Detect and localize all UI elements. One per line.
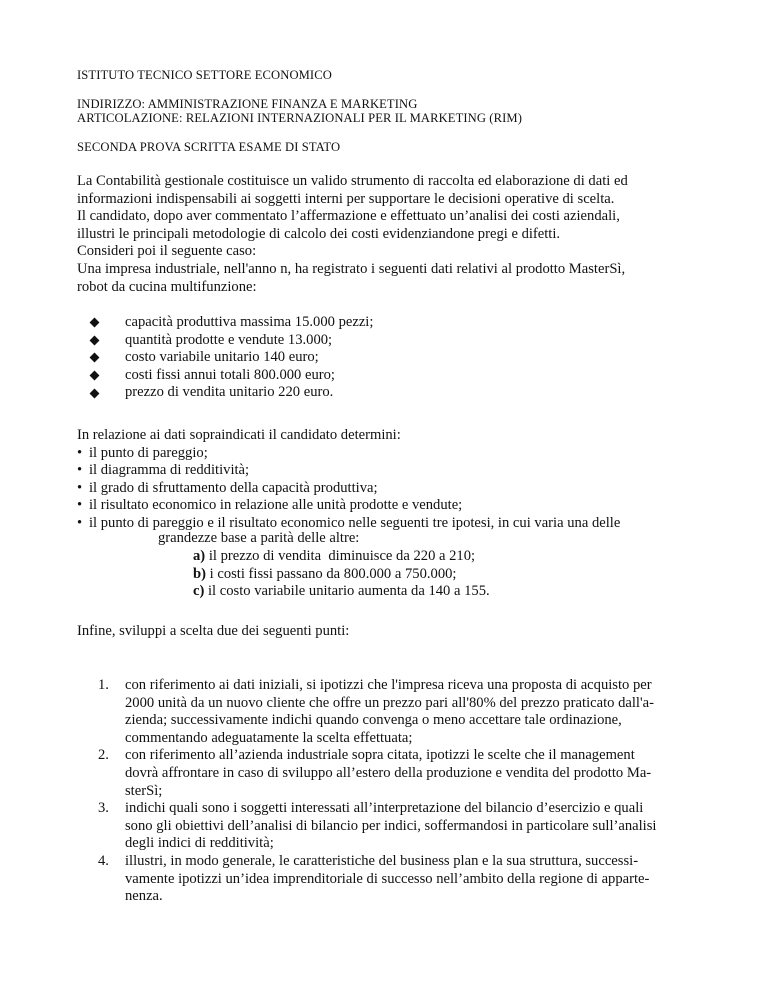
choice-line: sono gli obiettivi dell’analisi di bilancio per indici, soffermandosi in particolare sull’analisi [125,817,657,834]
choice-line: dovrà affrontare in caso di sviluppo all’estero della produzione e vendita del prodotto Ma- [125,764,652,781]
choice-line: con riferimento ai dati iniziali, si ipotizzi che l'impresa riceva una proposta di acquisto per [125,677,652,693]
choice-item [98,747,698,800]
intro-text [77,173,697,296]
hypothesis-text: i costi fissi passano da 800.000 a 750.000; [205,565,457,582]
diamond-bullet-icon [90,353,100,363]
choice-line: sterSì; [125,782,163,799]
choice-line: nenza. [125,888,163,905]
list-item [91,367,373,385]
intro-line: Consideri poi il seguente caso: [77,243,257,260]
hypothesis-label: c) [193,583,205,600]
choice-line: degli indici di redditività; [125,835,274,852]
school-title [77,68,697,82]
choice-line: zienda; successivamente indichi quando convenga o meno accettare tale ordinazione, [125,712,622,729]
intro-line: illustri le principali metodologie di calcolo dei costi evidenziandone pregi e difetti. [77,225,561,242]
choice-item [98,677,698,747]
hypothesis-item [193,566,490,584]
hypothesis-label: a) [193,548,206,564]
choice-line: illustri, in modo generale, le caratteristiche del business plan e la sua struttura, successi- [125,852,639,869]
course-info [77,97,697,125]
list-item [77,462,620,480]
list-item-text: costo variabile unitario 140 euro; [125,349,319,366]
list-item [77,445,620,463]
choice-number: 2. [98,747,109,764]
choice-line: vamente ipotizzi un’idea imprenditoriale di successo nell’ambito della regione di apparte- [125,870,650,887]
list-item-text: capacità produttiva massima 15.000 pezzi; [125,314,374,330]
bullet-icon: • [77,497,83,514]
diamond-bullet-icon [90,388,100,398]
list-item-text: costi fissi annui totali 800.000 euro; [125,366,335,383]
choice-intro-text: Infine, sviluppi a scelta due dei seguenti punti: [77,623,350,639]
choice-line: con riferimento all’azienda industriale sopra citata, ipotizzi le scelte che il management [125,747,635,764]
diamond-bullet-icon [90,335,100,345]
choice-item [98,853,698,906]
list-item-text: il grado di sfruttamento della capacità produttiva; [89,479,378,496]
bullet-icon: • [77,479,83,496]
list-item-text: il diagramma di redditività; [89,462,250,479]
hypothesis-text: il prezzo di vendita diminuisce da 220 a 210; [205,548,476,564]
list-item [91,314,373,332]
list-item [91,384,373,402]
intro-line: Una impresa industriale, nell'anno n, ha registrato i seguenti dati relativi al prodotto MasterSì, [77,260,626,277]
requests-intro: In relazione ai dati sopraindicati il candidato determini: [77,427,401,443]
diamond-bullet-icon [90,318,100,328]
choice-text [125,800,698,853]
list-item-text: il punto di pareggio e il risultato economico nelle seguenti tre ipotesi, in cui varia una delle [89,514,621,531]
choice-line: indichi quali sono i soggetti interessati all’interpretazione del bilancio d’esercizio e quali [125,800,644,817]
diamond-bullet-icon [90,371,100,381]
intro-line: robot da cucina multifunzione: [77,278,257,295]
list-item-text: prezzo di vendita unitario 220 euro. [125,384,334,401]
choice-text [125,747,698,800]
choice-list [98,677,698,906]
list-item [77,480,620,498]
header-line-2: INDIRIZZO: AMMINISTRAZIONE FINANZA E MARKETING [77,97,418,111]
exam-title [77,140,697,154]
header-line-3: ARTICOLAZIONE: RELAZIONI INTERNAZIONALI PER IL MARKETING (RIM) [77,111,522,125]
header-line-4: SECONDA PROVA SCRITTA ESAME DI STATO [77,140,341,154]
bullet-icon: • [77,514,83,531]
intro-line: informazioni indispensabili ai soggetti interni per supportare le decisioni operative di scelta. [77,190,615,207]
bullet-icon: • [77,462,83,479]
list-item-text: il risultato economico in relazione alle unità prodotte e vendute; [89,497,463,514]
list-item [91,349,373,367]
choice-number: 3. [98,800,109,817]
hypothesis-item [193,548,490,566]
hypothesis-text: il costo variabile unitario aumenta da 140 a 155. [204,583,490,600]
hypothesis-item [193,583,490,601]
list-item-text: quantità prodotte e vendute 13.000; [125,331,333,348]
intro-line: La Contabilità gestionale costituisce un valido strumento di raccolta ed elaborazione di dati ed [77,173,628,189]
product-data-list [91,314,373,402]
choice-item [98,800,698,853]
requests-list [77,427,620,533]
list-item [77,497,620,515]
hypothesis-label: b) [193,565,206,582]
list-item [91,332,373,350]
choice-number: 1. [98,677,109,693]
hypotheses-list [193,548,490,601]
intro-line: Il candidato, dopo aver commentato l’affermazione e effettuato un’analisi dei costi aziendali, [77,208,620,225]
choice-intro [77,623,697,641]
choice-line: commentando adeguatamente la scelta effettuata; [125,729,413,746]
bullet-icon: • [77,444,83,461]
choice-text [125,677,698,747]
choice-number: 4. [98,852,109,869]
choice-line: 2000 unità da un nuovo cliente che offre un prezzo pari all'80% del prezzo praticato dall'a- [125,694,654,711]
header-line-1: ISTITUTO TECNICO SETTORE ECONOMICO [77,68,332,82]
choice-text [125,853,698,906]
list-item-text: il punto di pareggio; [89,444,208,461]
requests-continuation: grandezze base a parità delle altre: [158,530,360,546]
